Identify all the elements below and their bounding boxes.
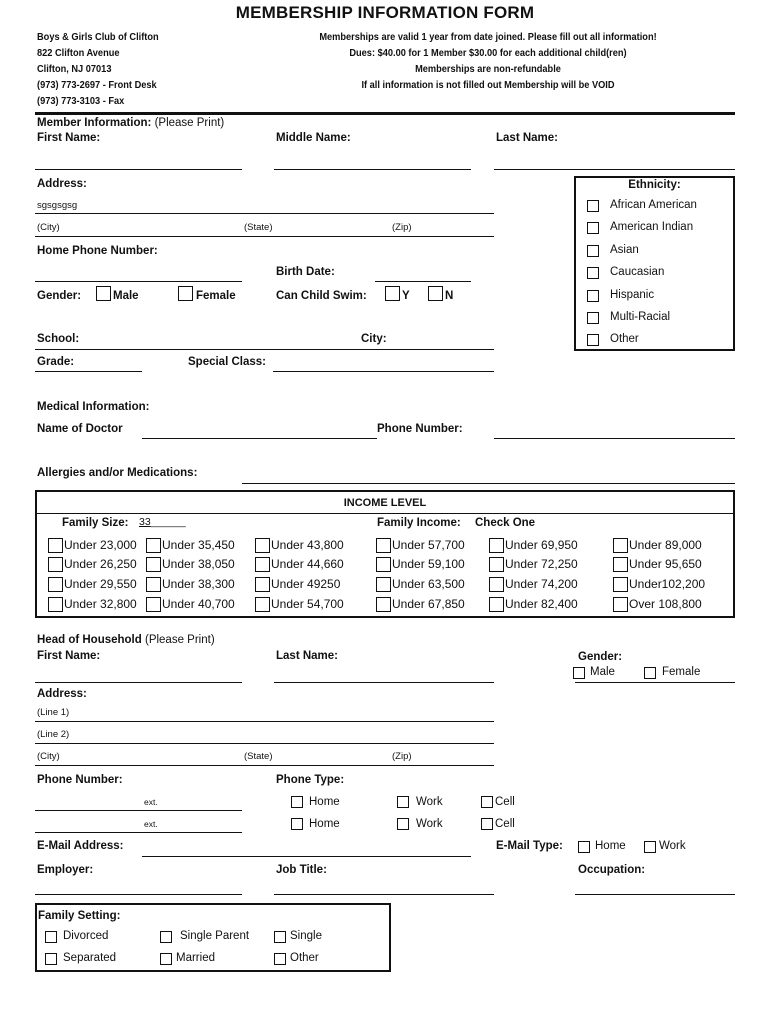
special-class-field[interactable] bbox=[273, 371, 494, 372]
income-checkbox[interactable] bbox=[613, 577, 628, 592]
income-option-label: Under 40,700 bbox=[162, 597, 235, 611]
grade-label: Grade: bbox=[37, 356, 75, 368]
doctor-label: Name of Doctor bbox=[37, 423, 123, 435]
family-size-label: Family Size: bbox=[62, 517, 129, 529]
income-option-label: Under 67,850 bbox=[392, 597, 465, 611]
single-parent-checkbox[interactable] bbox=[160, 931, 172, 943]
divorced-checkbox[interactable] bbox=[45, 931, 57, 943]
email-home-checkbox[interactable] bbox=[578, 841, 590, 853]
household-state-label: (State) bbox=[244, 751, 273, 762]
ethnicity-checkbox[interactable] bbox=[587, 290, 599, 302]
income-checkbox[interactable] bbox=[489, 557, 504, 572]
income-option-label: Under 89,000 bbox=[629, 538, 702, 552]
phone1-work-checkbox[interactable] bbox=[397, 796, 409, 808]
occupation-label: Occupation: bbox=[578, 864, 646, 876]
doctor-field[interactable] bbox=[142, 438, 377, 439]
household-city-label: (City) bbox=[37, 751, 60, 762]
divorced-label: Divorced bbox=[63, 930, 109, 942]
email-work-checkbox[interactable] bbox=[644, 841, 656, 853]
income-checkbox[interactable] bbox=[489, 577, 504, 592]
swim-no-label: N bbox=[445, 290, 454, 302]
household-line2-field[interactable] bbox=[35, 743, 494, 744]
family-income-label: Family Income: bbox=[377, 517, 461, 529]
member-heading: Member Information: (Please Print) bbox=[37, 117, 225, 129]
ethnicity-option-label: African American bbox=[610, 199, 697, 211]
phone1-work-label: Work bbox=[416, 796, 443, 808]
notice-validity: Memberships are valid 1 year from date joined. Please fill out all information! bbox=[319, 31, 657, 43]
birth-date-field[interactable] bbox=[375, 281, 471, 282]
city-label: (City) bbox=[37, 222, 60, 233]
income-option-label: Under 38,300 bbox=[162, 577, 235, 591]
single-parent-label: Single Parent bbox=[180, 930, 250, 942]
ethnicity-option-label: Multi-Racial bbox=[610, 311, 671, 323]
married-checkbox[interactable] bbox=[160, 953, 172, 965]
ethnicity-heading: Ethnicity: bbox=[628, 179, 681, 191]
income-checkbox[interactable] bbox=[489, 538, 504, 553]
club-fax: (973) 773-3103 - Fax bbox=[37, 95, 125, 107]
household-first-name-field[interactable] bbox=[35, 682, 242, 683]
phone2-home-label: Home bbox=[309, 818, 340, 830]
family-setting-heading: Family Setting: bbox=[38, 910, 121, 922]
check-one-label: Check One bbox=[475, 517, 536, 529]
income-option-label: Under 43,800 bbox=[271, 538, 344, 552]
notice-dues: Dues: $40.00 for 1 Member $30.00 for each additional child(ren) bbox=[349, 47, 627, 59]
household-zip-label: (Zip) bbox=[392, 751, 412, 762]
grade-field[interactable] bbox=[35, 371, 142, 372]
swim-yes-label: Y bbox=[402, 290, 410, 302]
household-gender-label: Gender: bbox=[578, 651, 623, 663]
other-checkbox[interactable] bbox=[274, 953, 286, 965]
income-option-label: Under 49250 bbox=[271, 577, 341, 591]
occupation-field[interactable] bbox=[575, 894, 735, 895]
income-checkbox[interactable] bbox=[613, 557, 628, 572]
gender-label: Gender: bbox=[37, 290, 82, 302]
medical-heading: Medical Information: bbox=[37, 401, 150, 413]
income-checkbox[interactable] bbox=[146, 538, 161, 553]
phone2-field[interactable] bbox=[35, 832, 242, 833]
school-field[interactable] bbox=[35, 349, 494, 350]
job-title-field[interactable] bbox=[274, 894, 494, 895]
single-checkbox[interactable] bbox=[274, 931, 286, 943]
income-checkbox[interactable] bbox=[48, 538, 63, 553]
income-checkbox[interactable] bbox=[255, 538, 270, 553]
other-label: Other bbox=[290, 952, 319, 964]
income-checkbox[interactable] bbox=[146, 557, 161, 572]
gender-female-checkbox[interactable] bbox=[178, 286, 193, 301]
address-value: sgsgsgsg bbox=[37, 200, 78, 211]
allergies-field[interactable] bbox=[242, 483, 735, 484]
notice-void: If all information is not filled out Membership will be VOID bbox=[361, 79, 615, 91]
household-address-label: Address: bbox=[37, 688, 87, 700]
ethnicity-checkbox[interactable] bbox=[587, 200, 599, 212]
income-checkbox[interactable] bbox=[613, 597, 628, 612]
household-gender-line bbox=[575, 682, 735, 683]
middle-name-label: Middle Name: bbox=[276, 132, 351, 144]
income-option-label: Under 23,000 bbox=[64, 538, 137, 552]
email-field[interactable] bbox=[142, 856, 471, 857]
phone2-work-label: Work bbox=[416, 818, 443, 830]
income-option-label: Under 44,660 bbox=[271, 557, 344, 571]
household-phone-label: Phone Number: bbox=[37, 774, 123, 786]
last-name-label: Last Name: bbox=[496, 132, 558, 144]
notice-refund: Memberships are non-refundable bbox=[415, 63, 561, 75]
income-option-label: Under 74,200 bbox=[505, 577, 578, 591]
club-city: Clifton, NJ 07013 bbox=[37, 63, 112, 75]
birth-date-label: Birth Date: bbox=[276, 266, 335, 278]
job-title-label: Job Title: bbox=[276, 864, 327, 876]
ethnicity-option-label: Other bbox=[610, 333, 639, 345]
special-class-label: Special Class: bbox=[188, 356, 266, 368]
income-option-label: Under102,200 bbox=[629, 577, 706, 591]
income-checkbox[interactable] bbox=[255, 577, 270, 592]
first-name-label: First Name: bbox=[37, 132, 101, 144]
phone1-home-checkbox[interactable] bbox=[291, 796, 303, 808]
income-checkbox[interactable] bbox=[255, 597, 270, 612]
school-label: School: bbox=[37, 333, 80, 345]
income-checkbox[interactable] bbox=[376, 597, 391, 612]
ethnicity-checkbox[interactable] bbox=[587, 267, 599, 279]
income-checkbox[interactable] bbox=[48, 597, 63, 612]
income-checkbox[interactable] bbox=[48, 577, 63, 592]
income-option-label: Under 59,100 bbox=[392, 557, 465, 571]
club-name: Boys & Girls Club of Clifton bbox=[37, 31, 159, 43]
phone2-work-checkbox[interactable] bbox=[397, 818, 409, 830]
income-heading: INCOME LEVEL bbox=[343, 497, 427, 509]
household-line1-field[interactable] bbox=[35, 721, 494, 722]
swim-label: Can Child Swim: bbox=[276, 290, 367, 302]
phone2-cell-checkbox[interactable] bbox=[481, 818, 493, 830]
gender-female-label: Female bbox=[196, 290, 236, 302]
gender-male-checkbox[interactable] bbox=[96, 286, 111, 301]
state-label: (State) bbox=[244, 222, 273, 233]
separated-checkbox[interactable] bbox=[45, 953, 57, 965]
gender-male-label: Male bbox=[113, 290, 139, 302]
form-title: MEMBERSHIP INFORMATION FORM bbox=[235, 3, 535, 22]
income-checkbox[interactable] bbox=[376, 557, 391, 572]
club-street: 822 Clifton Avenue bbox=[37, 47, 120, 59]
email-type-label: E-Mail Type: bbox=[496, 840, 563, 852]
income-option-label: Under 29,550 bbox=[64, 577, 137, 591]
home-phone-field[interactable] bbox=[35, 281, 242, 282]
income-checkbox[interactable] bbox=[489, 597, 504, 612]
income-checkbox[interactable] bbox=[146, 577, 161, 592]
household-last-name-field[interactable] bbox=[274, 682, 494, 683]
ethnicity-option-label: American Indian bbox=[610, 221, 694, 233]
zip-label: (Zip) bbox=[392, 222, 412, 233]
phone2-cell-label: Cell bbox=[495, 818, 515, 830]
school-city-label: City: bbox=[361, 333, 387, 345]
income-option-label: Over 108,800 bbox=[629, 597, 702, 611]
club-front-desk: (973) 773-2697 - Front Desk bbox=[37, 79, 157, 91]
home-phone-label: Home Phone Number: bbox=[37, 245, 158, 257]
income-option-label: Under 63,500 bbox=[392, 577, 465, 591]
email-home-label: Home bbox=[595, 840, 626, 852]
ethnicity-checkbox[interactable] bbox=[587, 334, 599, 346]
household-line1-label: (Line 1) bbox=[37, 707, 70, 718]
middle-name-field[interactable] bbox=[274, 169, 471, 170]
income-checkbox[interactable] bbox=[48, 557, 63, 572]
employer-field[interactable] bbox=[35, 894, 242, 895]
ethnicity-option-label: Asian bbox=[610, 244, 639, 256]
doctor-phone-field[interactable] bbox=[494, 438, 735, 439]
income-option-label: Under 95,650 bbox=[629, 557, 702, 571]
swim-no-checkbox[interactable] bbox=[428, 286, 443, 301]
phone1-cell-label: Cell bbox=[495, 796, 515, 808]
income-option-label: Under 35,450 bbox=[162, 538, 235, 552]
ethnicity-checkbox[interactable] bbox=[587, 245, 599, 257]
household-city-state-zip-field[interactable] bbox=[35, 765, 494, 766]
income-heading-divider bbox=[35, 513, 735, 514]
email-label: E-Mail Address: bbox=[37, 840, 124, 852]
income-option-label: Under 38,050 bbox=[162, 557, 235, 571]
single-label: Single bbox=[290, 930, 322, 942]
income-option-label: Under 82,400 bbox=[505, 597, 578, 611]
income-checkbox[interactable] bbox=[146, 597, 161, 612]
phone2-ext-label: ext. bbox=[144, 819, 158, 829]
household-line2-label: (Line 2) bbox=[37, 729, 70, 740]
income-option-label: Under 54,700 bbox=[271, 597, 344, 611]
phone1-field[interactable] bbox=[35, 810, 242, 811]
income-checkbox[interactable] bbox=[255, 557, 270, 572]
doctor-phone-label: Phone Number: bbox=[377, 423, 463, 435]
first-name-field[interactable] bbox=[35, 169, 242, 170]
income-option-label: Under 26,250 bbox=[64, 557, 137, 571]
married-label: Married bbox=[176, 952, 215, 964]
last-name-field[interactable] bbox=[494, 169, 735, 170]
household-first-name-label: First Name: bbox=[37, 650, 101, 662]
income-checkbox[interactable] bbox=[613, 538, 628, 553]
ethnicity-option-label: Caucasian bbox=[610, 266, 665, 278]
phone1-ext-label: ext. bbox=[144, 797, 158, 807]
household-last-name-label: Last Name: bbox=[276, 650, 338, 662]
email-work-label: Work bbox=[659, 840, 686, 852]
income-option-label: Under 69,950 bbox=[505, 538, 578, 552]
income-checkbox[interactable] bbox=[376, 538, 391, 553]
household-heading: Head of Household (Please Print) bbox=[37, 634, 215, 646]
phone-type-label: Phone Type: bbox=[276, 774, 345, 786]
household-male-label: Male bbox=[590, 666, 615, 678]
address-field[interactable] bbox=[35, 213, 494, 214]
family-size-value: 33______ bbox=[139, 516, 186, 528]
household-male-checkbox[interactable] bbox=[573, 667, 585, 679]
phone1-home-label: Home bbox=[309, 796, 340, 808]
income-option-label: Under 57,700 bbox=[392, 538, 465, 552]
city-state-zip-field[interactable] bbox=[35, 236, 494, 237]
separated-label: Separated bbox=[63, 952, 117, 964]
ethnicity-checkbox[interactable] bbox=[587, 312, 599, 324]
address-label: Address: bbox=[37, 178, 87, 190]
phone1-cell-checkbox[interactable] bbox=[481, 796, 493, 808]
household-female-label: Female bbox=[662, 666, 701, 678]
income-checkbox[interactable] bbox=[376, 577, 391, 592]
swim-yes-checkbox[interactable] bbox=[385, 286, 400, 301]
header-divider bbox=[35, 112, 735, 115]
income-option-label: Under 32,800 bbox=[64, 597, 137, 611]
household-female-checkbox[interactable] bbox=[644, 667, 656, 679]
allergies-label: Allergies and/or Medications: bbox=[37, 467, 198, 479]
phone2-home-checkbox[interactable] bbox=[291, 818, 303, 830]
ethnicity-checkbox[interactable] bbox=[587, 222, 599, 234]
employer-label: Employer: bbox=[37, 864, 94, 876]
income-option-label: Under 72,250 bbox=[505, 557, 578, 571]
ethnicity-option-label: Hispanic bbox=[610, 289, 655, 301]
